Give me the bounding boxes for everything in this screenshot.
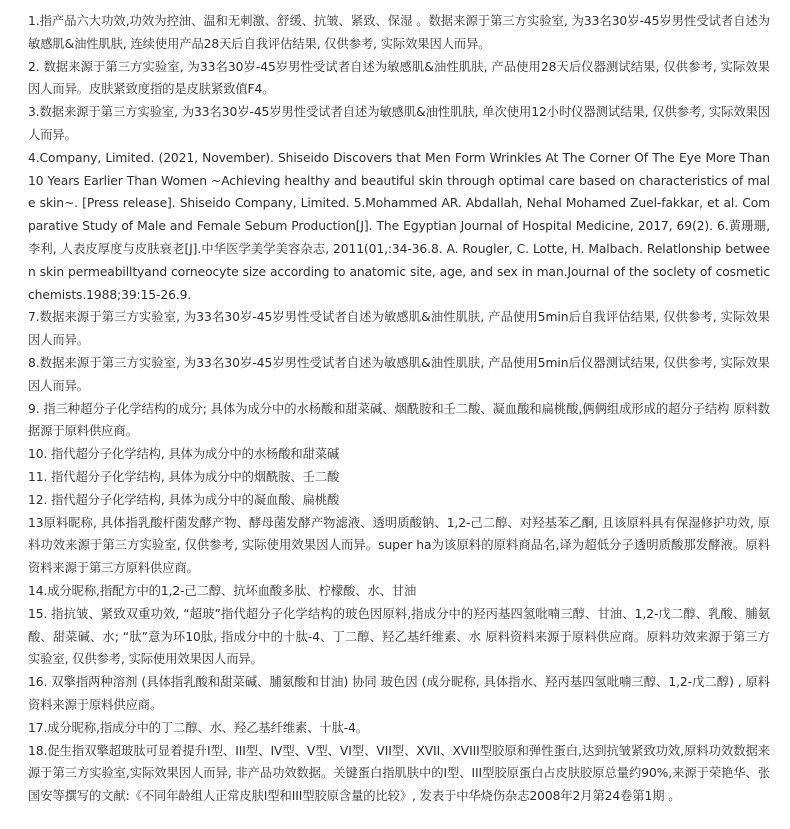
footnote-18: 18.促生指双擎超玻肽可显着提升I型、III型、IV型、V型、VI型、VII型、XVII、XVIII型胶原和弹性蛋白,达到抗皱紧致功效,原料功效数据来源于第三方实验室,实际效果因人而异, 非产品功效数据。关键蛋白指肌肤中的I型、III型胶原蛋白占皮肤胶原总量约90%,来源于荣艳华、张国安等撰写的文献:《不同年龄组人正常皮肤I型和III型胶原含量的比较》, 发表于中华烧伤杂志2008年2月第24卷第1期 。 xyxy=(28,743,770,804)
footnote-14: 14.成分昵称,指配方中的1,2-己二醇、抗坏血酸多肽、柠檬酸、水、甘油 xyxy=(28,583,417,598)
footnote-4-6-references: 4.Company, Limited. (2021, November). Shiseido Discovers that Men Form Wrinkles At The Corner Of The Eye More Than 10 Years Earlier Than Women ~Achieving healthy and beautiful skin through optimal care based on characteristics of male skin~. [Press release]. Shiseido Company, Limited. 5.Mohammed AR. Abdallah, Nehal Mohamed Zuel-fakkar, et al. Comparative Study of Male and Female Sebum Production[J]. The Egyptian Journal of Hospital Medicine, 2017, 69(2). 6.黄珊珊, 李利, 人表皮厚度与皮肤衰老[J].中华医学美学美容杂志, 2011(01,:34-36.8. A. Rougler, C. Lotte, H. Malbach. Relatlonship between skin permeabilltyand corneocyte size according to anatomic site, age, and sex in man.Journal of the soclety of cosmetic chemists.1988;39:15-26.9. xyxy=(28,150,770,302)
footnote-16: 16. 双擎指两种溶剂 (具体指乳酸和甜菜碱、脯氨酸和甘油) 协同 玻色因 (成分昵称, 具体指水、羟丙基四氢吡喃三醇、1,2-戊二醇) , 原料资料来源于原料供应商。 xyxy=(28,675,770,712)
footnote-10: 10. 指代超分子化学结构, 具体为成分中的水杨酸和甜菜碱 xyxy=(28,447,340,462)
footnote-13: 13原料昵称, 具体指乳酸杆菌发酵产物、酵母菌发酵产物滤液、透明质酸钠、1,2-己二醇、对羟基苯乙酮, 且该原料具有保湿修护功效, 原料功效来源于第三方实验室, 仅供参考, 实际使用效果因人而异。super ha为该原料的原料商品名,译为超低分子透明质酸那发酵液。原料资料来源于第三方原料供应商。 xyxy=(28,515,770,576)
footnote-17: 17.成分昵称,指成分中的丁二醇、水、羟乙基纤维素、十肽-4。 xyxy=(28,720,369,735)
footnotes-document xyxy=(28,10,770,808)
footnote-3: 3.数据来源于第三方实验室, 为33名30岁-45岁男性受试者自述为敏感肌&油性肌肤, 单次使用12小时仪器测试结果, 仅供参考, 实际效果因人而异。 xyxy=(28,105,770,142)
footnote-8: 8.数据来源于第三方实验室, 为33名30岁-45岁男性受试者自述为敏感肌&油性肌肤, 产品使用5min后仪器测试结果, 仅供参考, 实际效果因人而异。 xyxy=(28,355,770,393)
footnote-7: 7.数据来源于第三方实验室, 为33名30岁-45岁男性受试者自述为敏感肌&油性肌肤, 产品使用5min后自我评估结果, 仅供参考, 实际效果因人而异。 xyxy=(28,310,770,348)
footnote-9: 9. 指三种超分子化学结构的成分; 具体为成分中的水杨酸和甜菜碱、烟酰胺和壬二酸、凝血酸和扁桃酸,俩俩组成形成的超分子结构 原料数据源于原料供应商。 xyxy=(28,401,770,439)
footnote-11: 11. 指代超分子化学结构, 具体为成分中的烟酰胺、壬二酸 xyxy=(28,469,340,484)
footnote-15: 15. 指抗皱、紧致双重功效, “超玻”指代超分子化学结构的玻色因原料,指成分中的羟丙基四氢吡喃三醇、甘油、1,2-戊二醇、乳酸、脯氨酸、甜菜碱、水; “肽”意为环10肽, 指成分中的十肽-4、丁二醇、羟乙基纤维素、水 原料资料来源于原料供应商。原料功效来源于第三方实验室, 仅供参考, 实际使用效果因人而异。 xyxy=(28,606,770,667)
footnote-2: 2. 数据来源于第三方实验室, 为33名30岁-45岁男性受试者自述为敏感肌&油性肌肤, 产品使用28天后仪器测试结果, 仅供参考, 实际效果因人而异。皮肤紧致度指的是皮肤紧致值F4。 xyxy=(28,59,770,97)
footnote-12: 12. 指代超分子化学结构, 具体为成分中的凝血酸、扁桃酸 xyxy=(28,492,340,507)
footnote-1: 1.指产品六大功效,功效为控油、温和无刺激、舒缓、抗皱、紧致、保湿 。数据来源于第三方实验室, 为33名30岁-45岁男性受试者自述为敏感肌&油性肌肤, 连续使用产品28天后自我评估结果, 仅供参考, 实际效果因人而异。 xyxy=(28,14,770,51)
